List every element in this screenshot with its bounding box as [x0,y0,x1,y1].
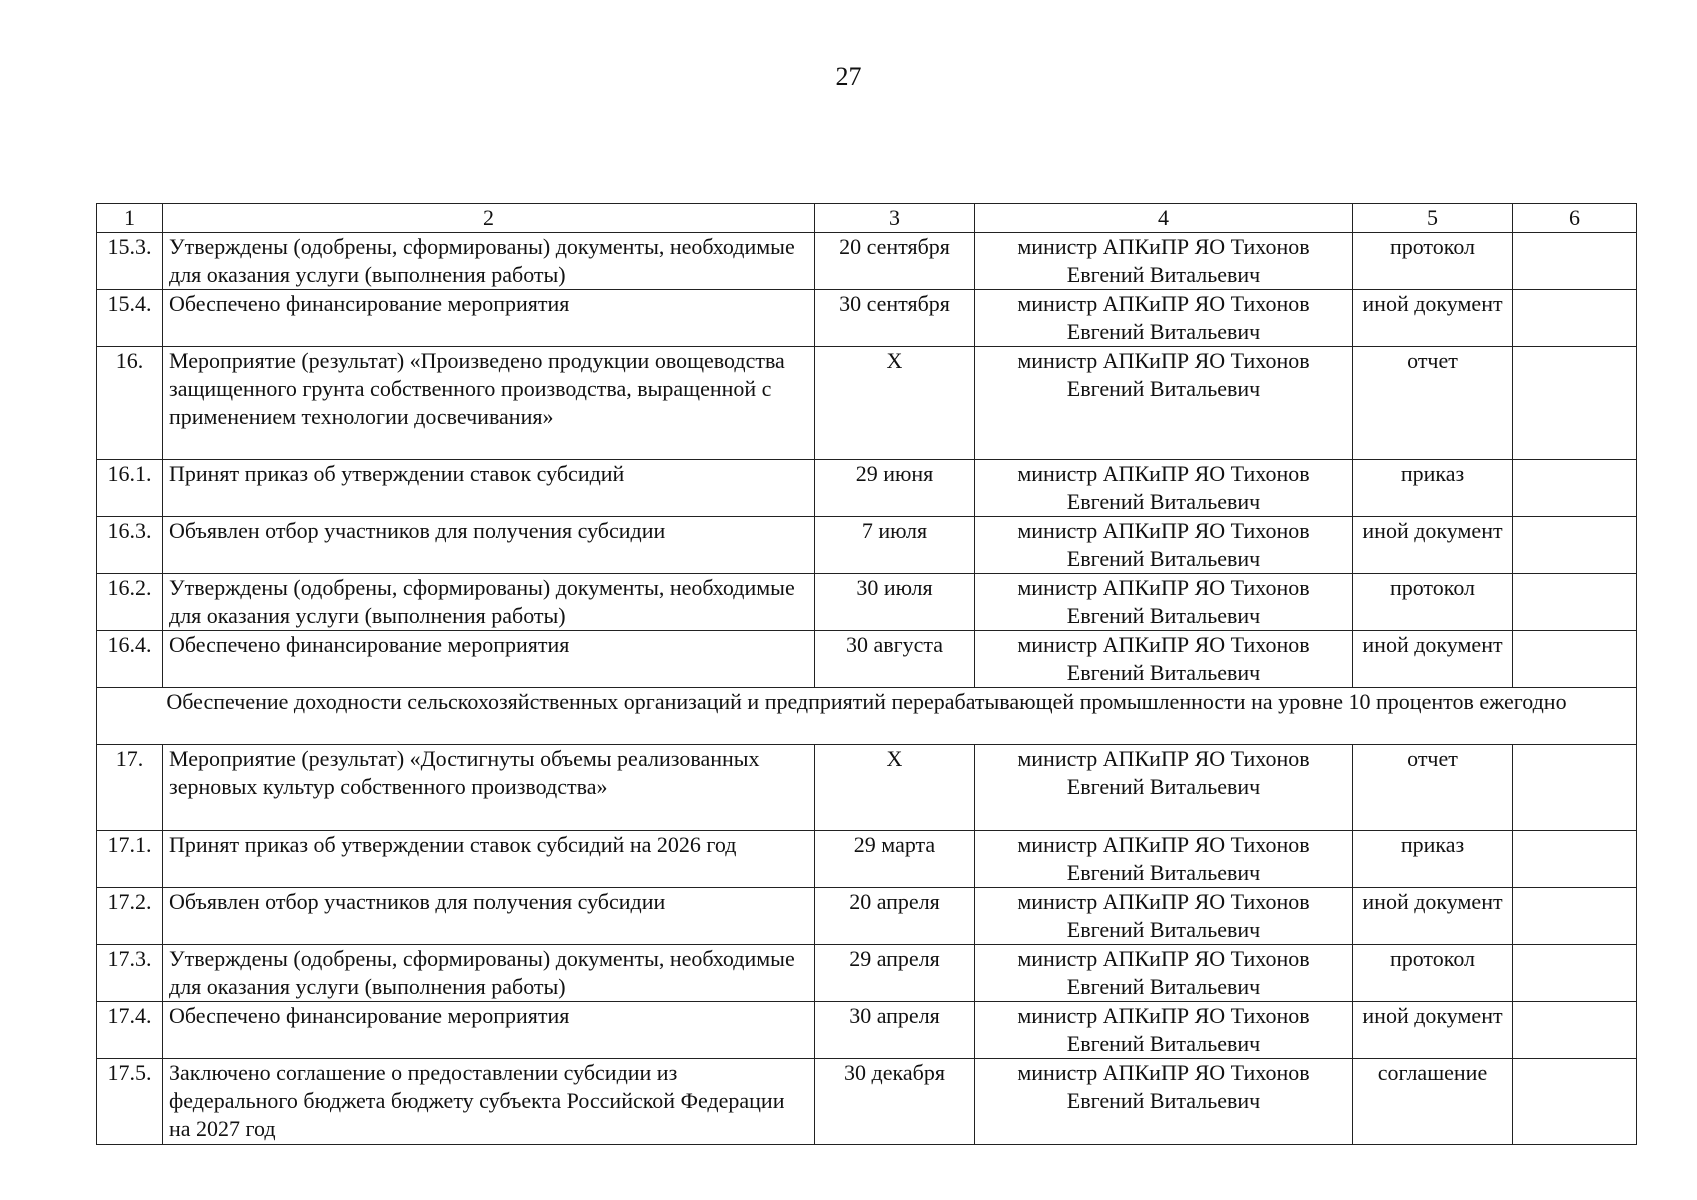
responsible-person [975,945,1353,1002]
responsible-name: Евгений Витальевич [1066,1088,1261,1113]
responsible-position: министр АПКиПР ЯО Тихонов [1017,889,1310,914]
responsible-person [975,831,1353,888]
event-name: Мероприятие (результат) «Произведено продукции овощеводства защищенного грунта собственного производства, выращенной с применением технологии досвечивания» [163,347,815,460]
table-row [97,831,1637,888]
document-type: иной документ [1353,631,1513,688]
note-cell [1513,574,1637,631]
responsible-name: Евгений Витальевич [1066,974,1261,999]
row-number: 16. [97,347,163,460]
row-number: 17.3. [97,945,163,1002]
header-row [97,204,1637,233]
responsible-position: министр АПКиПР ЯО Тихонов [1017,234,1310,259]
deadline-date: 7 июля [815,517,975,574]
table-row [97,347,1637,460]
document-type: протокол [1353,233,1513,290]
table-row [97,888,1637,945]
deadline-date: 20 сентября [815,233,975,290]
event-name: Обеспечено финансирование мероприятия [163,1002,815,1059]
note-cell [1513,745,1637,831]
event-name: Мероприятие (результат) «Достигнуты объемы реализованных зерновых культур собственного производства» [163,745,815,831]
deadline-date: 30 апреля [815,1002,975,1059]
event-name: Обеспечено финансирование мероприятия [163,631,815,688]
column-header-4: 4 [975,204,1353,233]
responsible-person [975,460,1353,517]
column-header-3: 3 [815,204,975,233]
table-row [97,1059,1637,1145]
event-name: Заключено соглашение о предоставлении субсидии из федерального бюджета бюджету субъекта Российской Федерации на 2027 год [163,1059,815,1145]
event-name: Утверждены (одобрены, сформированы) документы, необходимые для оказания услуги (выполнения работы) [163,233,815,290]
table-row [97,233,1637,290]
note-cell [1513,631,1637,688]
table-row [97,745,1637,831]
column-header-5: 5 [1353,204,1513,233]
table-row [97,460,1637,517]
table-row [97,290,1637,347]
table-row [97,945,1637,1002]
responsible-position: министр АПКиПР ЯО Тихонов [1017,746,1310,771]
table-row [97,574,1637,631]
table-row [97,517,1637,574]
row-number: 15.3. [97,233,163,290]
note-cell [1513,1002,1637,1059]
deadline-date: 20 апреля [815,888,975,945]
row-number: 17.5. [97,1059,163,1145]
responsible-name: Евгений Витальевич [1066,1031,1261,1056]
document-type: приказ [1353,460,1513,517]
deadline-date: Х [815,347,975,460]
document-type: отчет [1353,745,1513,831]
responsible-name: Евгений Витальевич [1066,546,1261,571]
event-name: Объявлен отбор участников для получения субсидии [163,517,815,574]
responsible-person [975,888,1353,945]
event-name: Принят приказ об утверждении ставок субсидий [163,460,815,517]
document-type: соглашение [1353,1059,1513,1145]
row-number: 16.3. [97,517,163,574]
section-heading: Обеспечение доходности сельскохозяйственных организаций и предприятий перерабатывающей промышленности на уровне 10 процентов ежегодно [97,688,1637,745]
responsible-position: министр АПКиПР ЯО Тихонов [1017,461,1310,486]
responsible-person [975,574,1353,631]
document-type: иной документ [1353,1002,1513,1059]
deadline-date: 30 июля [815,574,975,631]
event-name: Утверждены (одобрены, сформированы) документы, необходимые для оказания услуги (выполнения работы) [163,945,815,1002]
document-type: иной документ [1353,517,1513,574]
responsible-person [975,745,1353,831]
deadline-date: 30 августа [815,631,975,688]
event-name: Утверждены (одобрены, сформированы) документы, необходимые для оказания услуги (выполнения работы) [163,574,815,631]
responsible-person [975,631,1353,688]
note-cell [1513,831,1637,888]
column-header-2: 2 [163,204,815,233]
column-header-1: 1 [97,204,163,233]
note-cell [1513,945,1637,1002]
section-heading-row [97,688,1637,745]
note-cell [1513,233,1637,290]
document-type: иной документ [1353,290,1513,347]
row-number: 17.1. [97,831,163,888]
responsible-position: министр АПКиПР ЯО Тихонов [1017,518,1310,543]
row-number: 15.4. [97,290,163,347]
deadline-date: 30 декабря [815,1059,975,1145]
plan-table [96,203,1637,1145]
page-number: 27 [835,62,862,91]
note-cell [1513,1059,1637,1145]
responsible-position: министр АПКиПР ЯО Тихонов [1017,291,1310,316]
document-type: иной документ [1353,888,1513,945]
note-cell [1513,290,1637,347]
note-cell [1513,347,1637,460]
responsible-position: министр АПКиПР ЯО Тихонов [1017,946,1310,971]
responsible-name: Евгений Витальевич [1066,319,1261,344]
column-header-6: 6 [1513,204,1637,233]
responsible-person [975,290,1353,347]
responsible-name: Евгений Витальевич [1066,917,1261,942]
row-number: 16.2. [97,574,163,631]
deadline-date: 29 июня [815,460,975,517]
responsible-person [975,517,1353,574]
row-number: 17. [97,745,163,831]
document-type: протокол [1353,574,1513,631]
event-name: Обеспечено финансирование мероприятия [163,290,815,347]
deadline-date: 29 апреля [815,945,975,1002]
deadline-date: Х [815,745,975,831]
note-cell [1513,888,1637,945]
row-number: 17.4. [97,1002,163,1059]
responsible-name: Евгений Витальевич [1066,376,1261,401]
document-type: приказ [1353,831,1513,888]
responsible-name: Евгений Витальевич [1066,660,1261,685]
event-name: Принят приказ об утверждении ставок субсидий на 2026 год [163,831,815,888]
deadline-date: 29 марта [815,831,975,888]
responsible-position: министр АПКиПР ЯО Тихонов [1017,632,1310,657]
responsible-name: Евгений Витальевич [1066,774,1261,799]
table-row [97,1002,1637,1059]
note-cell [1513,460,1637,517]
note-cell [1513,517,1637,574]
responsible-position: министр АПКиПР ЯО Тихонов [1017,348,1310,373]
responsible-person [975,1002,1353,1059]
responsible-position: министр АПКиПР ЯО Тихонов [1017,575,1310,600]
row-number: 17.2. [97,888,163,945]
row-number: 16.1. [97,460,163,517]
plan-table-body [97,204,1637,1145]
responsible-position: министр АПКиПР ЯО Тихонов [1017,1060,1310,1085]
deadline-date: 30 сентября [815,290,975,347]
event-name: Объявлен отбор участников для получения субсидии [163,888,815,945]
responsible-name: Евгений Витальевич [1066,603,1261,628]
responsible-person [975,347,1353,460]
responsible-name: Евгений Витальевич [1066,489,1261,514]
document-type: отчет [1353,347,1513,460]
row-number: 16.4. [97,631,163,688]
table-row [97,631,1637,688]
responsible-position: министр АПКиПР ЯО Тихонов [1017,1003,1310,1028]
responsible-name: Евгений Витальевич [1066,262,1261,287]
responsible-person [975,233,1353,290]
document-type: протокол [1353,945,1513,1002]
responsible-person [975,1059,1353,1145]
responsible-position: министр АПКиПР ЯО Тихонов [1017,832,1310,857]
responsible-name: Евгений Витальевич [1066,860,1261,885]
